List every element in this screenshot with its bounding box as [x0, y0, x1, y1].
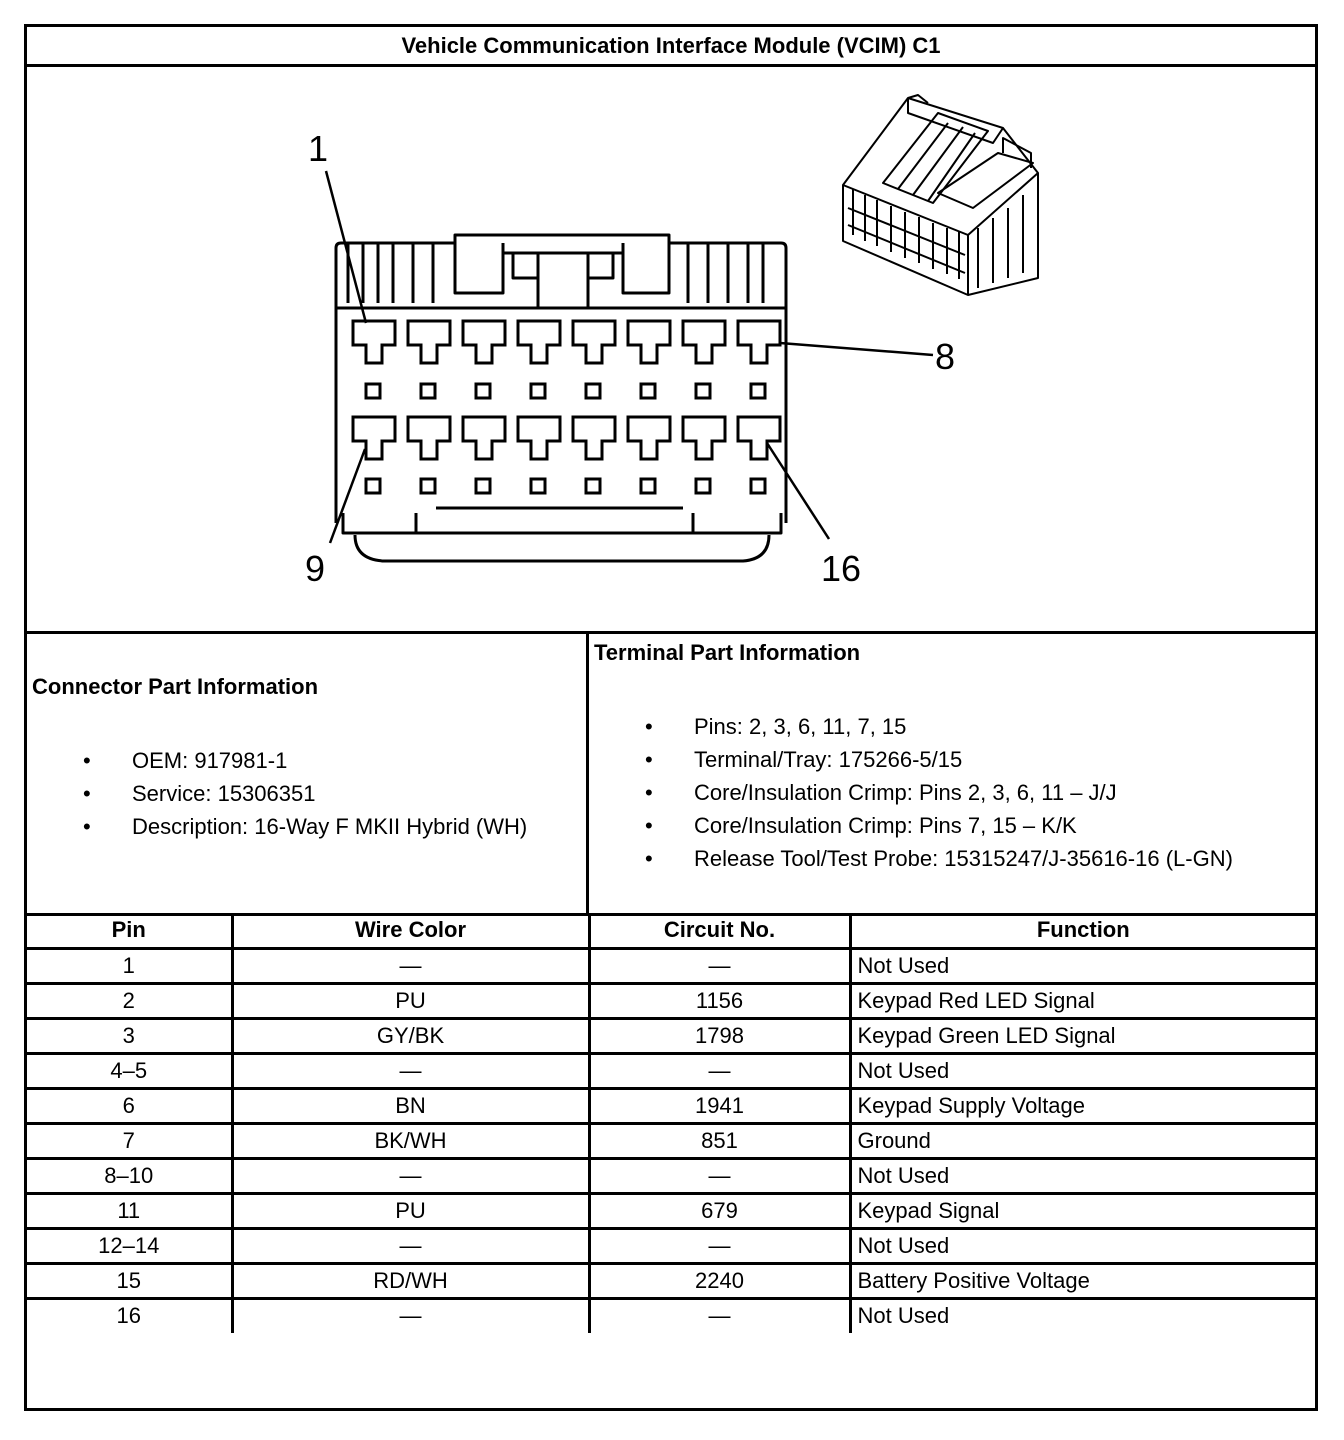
pin-cell: 7 [27, 1123, 232, 1158]
pin-cavity-2 [408, 321, 450, 363]
list-item: • Service: 15306351 [83, 781, 316, 806]
pin-cavity-7 [683, 321, 725, 363]
pin-cell: 12–14 [27, 1228, 232, 1263]
pin-cavity-12 [518, 417, 560, 459]
function-cell: Not Used [850, 1053, 1315, 1088]
table-row [27, 1298, 1315, 1333]
wire-color-cell: — [232, 1298, 589, 1333]
callout-pin-1: 1 [308, 128, 329, 169]
pin-cell: 11 [27, 1193, 232, 1228]
pin-cell: 15 [27, 1263, 232, 1298]
pin-cavity-8 [738, 321, 780, 363]
part-info-section [27, 631, 1315, 916]
wire-color-cell: RD/WH [232, 1263, 589, 1298]
callout-pin-9: 9 [305, 548, 326, 589]
connector-face-svg [3, 3, 1344, 643]
function-cell: Battery Positive Voltage [850, 1263, 1315, 1298]
circuit-cell: 2240 [589, 1263, 850, 1298]
table-row [27, 983, 1315, 1018]
connector-info-heading: Connector Part Information [32, 674, 319, 699]
circuit-cell: 679 [589, 1193, 850, 1228]
table-row [27, 1123, 1315, 1158]
column-header-wire-color: Wire Color [232, 913, 589, 948]
function-cell: Not Used [850, 1228, 1315, 1263]
wire-color-cell: — [232, 1053, 589, 1088]
pin-cavity-10 [408, 417, 450, 459]
function-cell: Keypad Green LED Signal [850, 1018, 1315, 1053]
column-header-circuit-no: Circuit No. [589, 913, 850, 948]
pin-cavity-4 [518, 321, 560, 363]
pin-cell: 8–10 [27, 1158, 232, 1193]
list-item: • Pins: 2, 3, 6, 11, 7, 15 [645, 714, 907, 739]
pin-cell: 4–5 [27, 1053, 232, 1088]
pin-table [27, 913, 1315, 1333]
pin-cavity-13 [573, 417, 615, 459]
terminal-part-info [589, 634, 1315, 913]
wire-color-cell: BK/WH [232, 1123, 589, 1158]
connector-sheet [24, 24, 1318, 1411]
connector-info-list [27, 744, 587, 843]
wire-color-cell: — [232, 1158, 589, 1193]
function-cell: Keypad Signal [850, 1193, 1315, 1228]
circuit-cell: — [589, 1298, 850, 1333]
table-row [27, 1193, 1315, 1228]
page-title: Vehicle Communication Interface Module (VCIM) C1 [27, 27, 1315, 67]
list-item: • Release Tool/Test Probe: 15315247/J-35616-16 (L-GN) [645, 846, 1233, 871]
wire-color-cell: — [232, 948, 589, 983]
connector-isometric-image [843, 95, 1038, 295]
table-row [27, 1088, 1315, 1123]
list-item: • Core/Insulation Crimp: Pins 2, 3, 6, 11 – J/J [645, 780, 1117, 805]
pin-cavity-9 [353, 417, 395, 459]
circuit-cell: 1798 [589, 1018, 850, 1053]
circuit-cell: 1156 [589, 983, 850, 1018]
pin-cell: 1 [27, 948, 232, 983]
connector-part-info [27, 634, 589, 913]
pin-cavity-1 [353, 321, 395, 363]
pin-cell: 16 [27, 1298, 232, 1333]
table-header-row [27, 913, 1315, 948]
circuit-cell: — [589, 1228, 850, 1263]
column-header-function: Function [850, 913, 1315, 948]
pin-cavity-14 [628, 417, 670, 459]
table-row [27, 1263, 1315, 1298]
pin-cavity-15 [683, 417, 725, 459]
pin-cell: 6 [27, 1088, 232, 1123]
pin-cavity-11 [463, 417, 505, 459]
circuit-cell: 851 [589, 1123, 850, 1158]
pin-cavity-6 [628, 321, 670, 363]
function-cell: Keypad Supply Voltage [850, 1088, 1315, 1123]
wire-color-cell: BN [232, 1088, 589, 1123]
table-row [27, 1053, 1315, 1088]
table-row [27, 1018, 1315, 1053]
connector-diagram [27, 67, 1315, 631]
pin-cell: 2 [27, 983, 232, 1018]
callout-pin-16: 16 [821, 548, 862, 589]
table-row [27, 1158, 1315, 1193]
circuit-cell: 1941 [589, 1088, 850, 1123]
pin-cell: 3 [27, 1018, 232, 1053]
terminal-info-heading: Terminal Part Information [594, 640, 861, 665]
wire-color-cell: — [232, 1228, 589, 1263]
list-item: • OEM: 917981-1 [83, 748, 288, 773]
function-cell: Not Used [850, 1158, 1315, 1193]
list-item: • Description: 16-Way F MKII Hybrid (WH) [83, 814, 528, 839]
circuit-cell: — [589, 1053, 850, 1088]
function-cell: Not Used [850, 1298, 1315, 1333]
callout-pin-8: 8 [935, 336, 956, 377]
table-row [27, 948, 1315, 983]
pin-cavity-5 [573, 321, 615, 363]
circuit-cell: — [589, 1158, 850, 1193]
table-row [27, 1228, 1315, 1263]
function-cell: Keypad Red LED Signal [850, 983, 1315, 1018]
terminal-info-list [589, 710, 1314, 875]
circuit-cell: — [589, 948, 850, 983]
wire-color-cell: PU [232, 1193, 589, 1228]
list-item: • Terminal/Tray: 175266-5/15 [645, 747, 963, 772]
pin-cavity-3 [463, 321, 505, 363]
list-item: • Core/Insulation Crimp: Pins 7, 15 – K/K [645, 813, 1077, 838]
function-cell: Not Used [850, 948, 1315, 983]
wire-color-cell: PU [232, 983, 589, 1018]
column-header-pin: Pin [27, 913, 232, 948]
function-cell: Ground [850, 1123, 1315, 1158]
wire-color-cell: GY/BK [232, 1018, 589, 1053]
